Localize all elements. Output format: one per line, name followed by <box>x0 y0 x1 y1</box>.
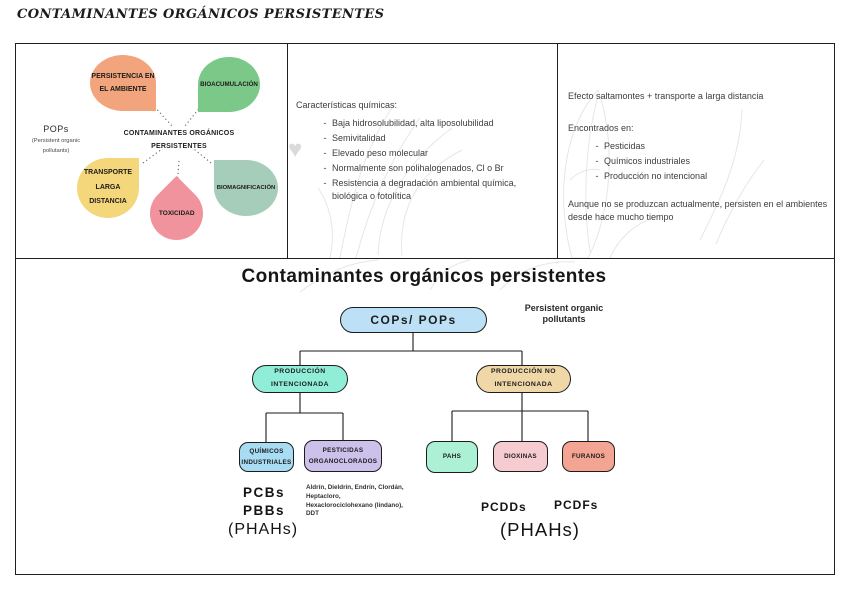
bullet-dash: - <box>323 148 327 159</box>
pcdfs-annotation: PCDFs <box>554 498 599 512</box>
effects-bullet <box>568 170 828 183</box>
petal-label: BIOMAGNIFICACIÓN <box>216 185 276 191</box>
node-cops-pops: COPs/ POPs <box>340 307 487 333</box>
pesticide-examples-annotation: Aldrín, Dieldrín, Endrín, Clordán, Heptacloro, Hexaclorociclohexano (lindano), DDT <box>306 484 404 518</box>
effects-heading: Encontrados en: <box>568 123 634 134</box>
column-divider-2 <box>557 43 558 258</box>
pcbs-pbbs-annotation <box>243 484 285 520</box>
chem-item: Semivitalidad <box>332 133 386 144</box>
phahs-right-annotation: (PHAHs) <box>500 519 580 540</box>
phahs-left-annotation: (PHAHs) <box>228 521 299 538</box>
chem-heading: Características químicas: <box>296 100 398 110</box>
node-produccion-intencionada: PRODUCCIÓN INTENCIONADA <box>252 365 348 393</box>
chem-bullet <box>296 117 548 130</box>
petal-biomagnificacion <box>214 160 278 216</box>
pcdds-annotation: PCDDs <box>481 500 527 514</box>
petal-transporte <box>77 158 139 218</box>
effects-note: Aunque no se produzcan actualmente, persisten en el ambientes desde hace mucho tiempo <box>568 199 828 223</box>
effects-panel <box>568 90 828 224</box>
effects-item: Pesticidas <box>604 141 646 152</box>
effects-item: Químicos industriales <box>604 156 691 167</box>
pops-side-label <box>25 124 87 157</box>
bullet-dash: - <box>595 171 599 182</box>
chem-bullet <box>296 147 548 160</box>
petal-label: PERSISTENCIA EN EL AMBIENTE <box>91 72 155 93</box>
chem-panel <box>296 99 548 205</box>
flower-center-label <box>123 127 235 154</box>
row-divider <box>15 258 835 259</box>
pops-title: POPs <box>43 124 69 134</box>
pbbs-label: PBBs <box>243 503 286 519</box>
bullet-dash: - <box>323 133 327 144</box>
bullet-dash: - <box>595 156 599 167</box>
effects-lead: Efecto saltamontes + transporte a larga distancia <box>568 91 764 101</box>
bullet-dash: - <box>323 178 327 189</box>
flowchart-title: Contaminantes orgánicos persistentes <box>241 266 607 287</box>
chem-item: Elevado peso molecular <box>332 148 429 159</box>
page-title: CONTAMINANTES ORGÁNICOS PERSISTENTES <box>17 7 385 22</box>
petal-label: TRANSPORTE LARGA DISTANCIA <box>83 168 133 206</box>
petal-bioacumulacion <box>198 57 260 112</box>
pops-subtitle: (Persistent organic pollutants) <box>31 138 81 155</box>
node-furanos: FURANOS <box>562 441 615 472</box>
effects-bullet <box>568 155 828 168</box>
flower-center-line2: PERSISTENTES <box>151 143 207 151</box>
node-dioxinas: DIOXINAS <box>493 441 548 472</box>
chem-bullet <box>296 132 548 145</box>
bullet-dash: - <box>595 141 599 152</box>
chem-item: Resistencia a degradación ambiental química, biológica o fotolítica <box>332 178 517 202</box>
bullet-dash: - <box>323 118 327 129</box>
node-pesticidas-organoclorados: PESTICIDAS ORGANOCLORADOS <box>304 440 382 472</box>
effects-item: Producción no intencional <box>604 171 708 182</box>
petal-label: BIOACUMULACIÓN <box>200 81 258 88</box>
pcbs-label: PCBs <box>243 485 286 500</box>
heart-icon: ♥ <box>288 136 303 163</box>
bullet-dash: - <box>323 163 327 174</box>
petal-label: TOXICIDAD <box>158 209 195 217</box>
effects-bullet <box>568 140 828 153</box>
node-produccion-no-intencionada: PRODUCCIÓN NO INTENCIONADA <box>476 365 571 393</box>
node-pahs: PAHS <box>426 441 478 473</box>
chem-item: Baja hidrosolubilidad, alta liposolubilidad <box>332 118 494 129</box>
node-quimicos-industriales: QUÍMICOS INDUSTRIALES <box>239 442 294 472</box>
petal-persistencia <box>90 55 156 111</box>
root-translation-note: Persistent organic pollutants <box>524 303 604 325</box>
flower-center-line1: CONTAMINANTES ORGÁNICOS <box>123 130 235 137</box>
chem-bullet <box>296 162 548 175</box>
chem-bullet <box>296 177 548 203</box>
chem-item: Normalmente son polihalogenados, Cl o Br <box>332 163 504 174</box>
